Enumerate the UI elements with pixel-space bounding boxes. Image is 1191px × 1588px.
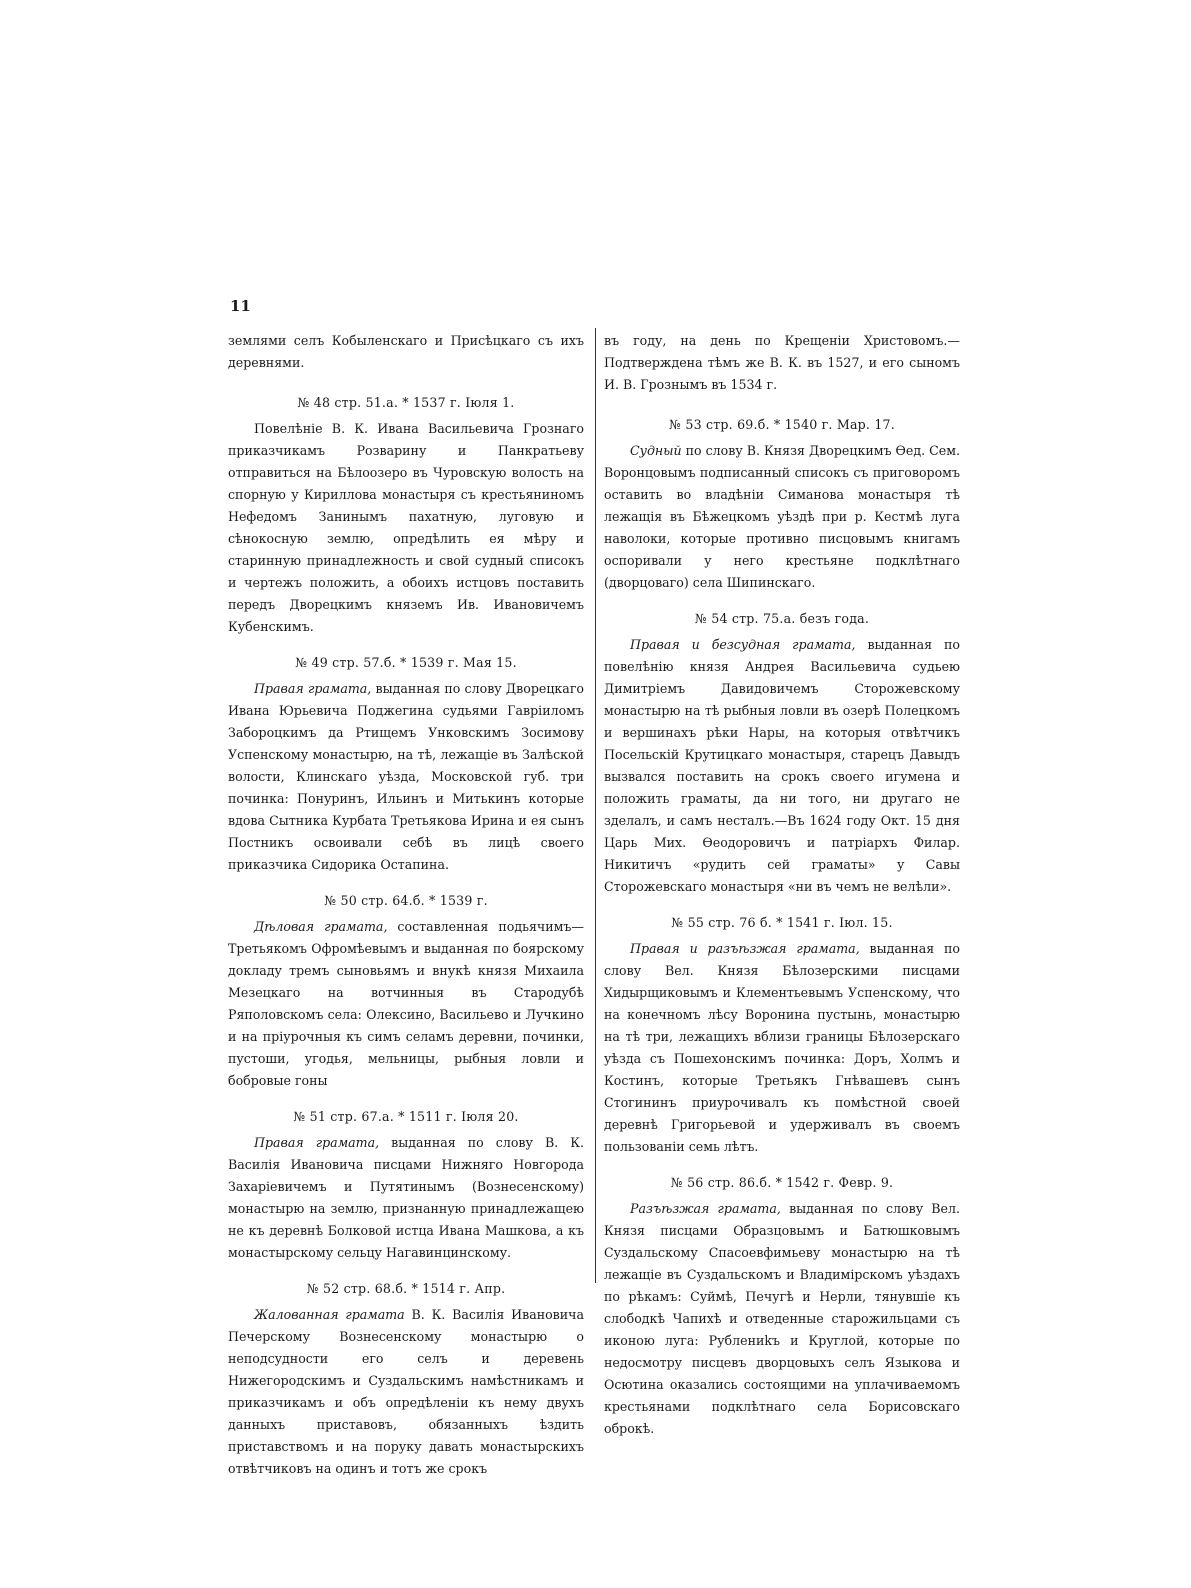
- entry-lead: Правая и разъѣзжая грамата,: [630, 941, 860, 956]
- document-entry: [604, 608, 960, 898]
- entry-text: выданная по слову Вел. Князя Бѣлозерскими писцами Хидырщиковымъ и Клементьевымъ Успенскому, что на конечномъ лѣсу Воронина пустынь, монастырю на тѣ три, лежащихъ вблизи границы Бѣлозерскаго уѣзда съ Пошехонскимъ починка: Доръ, Холмъ и Костинъ, которые Третьякъ Гнѣвашевъ сынъ Стогининъ приурочивалъ къ помѣстной своей деревнѣ Григорьевой и удерживалъ въ своемъ пользованіи семь лѣтъ.: [604, 941, 960, 1154]
- document-entry: [228, 1106, 584, 1264]
- document-entry: [604, 1172, 960, 1440]
- entry-header: № 50 стр. 64.б. * 1539 г.: [324, 893, 488, 908]
- continuation-text: землями селъ Кобыленскаго и Присѣцкаго съ ихъ деревнями.: [228, 333, 584, 370]
- left-column: [228, 330, 584, 1494]
- entry-header: № 52 стр. 68.б. * 1514 г. Апр.: [306, 1281, 506, 1296]
- entry-body: [228, 1132, 584, 1264]
- entry-body: [228, 1304, 584, 1480]
- entry-header: № 49 стр. 57.б. * 1539 г. Мая 15.: [295, 655, 517, 670]
- column-divider: [595, 328, 596, 1283]
- continuation-text: въ году, на день по Крещеніи Христовомъ.—Подтверждена тѣмъ же В. К. въ 1527, и его сыномъ И. В. Грознымъ въ 1534 г.: [604, 333, 960, 392]
- document-entry: [604, 912, 960, 1158]
- entry-lead: Дѣловая грамата,: [254, 919, 388, 934]
- entry-lead: Правая и безсудная грамата,: [630, 637, 856, 652]
- entry-body: [228, 418, 584, 638]
- entry-text: Повелѣніе В. К. Ивана Васильевича Грознаго приказчикамъ Розварину и Панкратьеву отправиться на Бѣлоозеро въ Чуровскую волость на спорную у Кириллова монастыря съ крестьяниномъ Нефедомъ Занинымъ пахатную, луговую и сѣнокосную землю, опредѣлить ея мѣру и старинную принадлежность и свой судный списокъ и чертежъ положить, а обоихъ истцовъ поставить передъ Дворецкимъ княземъ Ив. Ивановичемъ Кубенскимъ.: [228, 421, 584, 634]
- entry-text: выданная по слову В. К. Василія Ивановича писцами Нижняго Новгорода Захаріевичемъ и Путятинымъ (Вознесенскому) монастырю на землю, признанную принадлежащею не къ деревнѣ Болковой истца Ивана Машкова, а къ монастырскому сельцу Нагавинцинскому.: [228, 1135, 584, 1260]
- entry-body: [228, 678, 584, 876]
- entry-lead: Правая грамата,: [254, 1135, 380, 1150]
- entry-text: выданная по слову Вел. Князя писцами Образцовымъ и Батюшковымъ Суздальскому Спасоевфимьеву монастырю на тѣ лежащіе въ Суздальскомъ и Владимірскомъ уѣздахъ по рѣкамъ: Суймѣ, Печугѣ и Нерли, тянувшіе къ слободкѣ Чапихѣ и отведенные старожильцами съ иконою луга: Рублениkъ и Круглой, которые по недосмотру писцевъ дворцовыхъ селъ Языкова и Осютина оказались состоящими на уплачиваемомъ крестьянами подклѣтнаго села Борисовскаго оброкѣ.: [604, 1201, 961, 1436]
- entry-lead: Разъѣзжая грамата,: [630, 1201, 781, 1216]
- document-entry: [228, 652, 584, 876]
- page-number: 11: [230, 297, 251, 315]
- document-entry: [228, 890, 584, 1092]
- entry-body: [604, 440, 960, 594]
- entry-header: № 48 стр. 51.а. * 1537 г. Іюля 1.: [297, 395, 515, 410]
- entry-text: В. К. Василія Ивановича Печерскому Вознесенскому монастырю о неподсудности его селъ и деревень Нижегородскимъ и Суздальскимъ намѣстникамъ и приказчикамъ и объ опредѣленіи къ нему двухъ данныхъ приставовъ, обязанныхъ ѣздить приставствомъ и на поруку давать монастырскихъ отвѣтчиковъ на одинъ и тотъ же срокъ: [228, 1307, 584, 1476]
- entry-header: № 54 стр. 75.а. безъ года.: [694, 611, 870, 626]
- entry-header: № 51 стр. 67.а. * 1511 г. Іюля 20.: [293, 1109, 519, 1124]
- right-column: [604, 330, 960, 1454]
- entry-lead: Судный: [630, 443, 682, 458]
- entry-body: [604, 1198, 960, 1440]
- entry-lead: Жалованная грамата: [254, 1307, 405, 1322]
- entry-body: [228, 916, 584, 1092]
- entry-text: выданная по слову Дворецкаго Ивана Юрьевича Поджегина судьями Гавріиломъ Забороцкимъ да Ртищемъ Унковскимъ Зосимову Успенскому монастырю, на тѣ, лежащіе въ Залѣской волости, Клинскаго уѣзда, Московской губ. три починка: Понуринъ, Ильинъ и Митькинъ которые вдова Сытника Курбата Третьякова Ирина и ея сынъ Постникъ освоивали себѣ въ лицѣ своего приказчика Сидорика Остапина.: [228, 681, 584, 872]
- document-entry: [228, 392, 584, 638]
- entry-lead: Правая грамата,: [254, 681, 372, 696]
- entry-text: составленная подьячимъ— Третьякомъ Офромѣевымъ и выданная по боярскому докладу тремъ сыновьямъ и внукѣ князя Михаила Мезецкаго на вотчинныя въ Стародубѣ Ряполовскомъ села: Олексино, Васильево и Лучкино и на пріурочныя къ симъ селамъ деревни, починки, пустоши, угодья, мельницы, рыбныя ловли и бобровые гоны: [228, 919, 585, 1088]
- entry-header: № 53 стр. 69.б. * 1540 г. Мар. 17.: [669, 417, 895, 432]
- entry-text: по слову В. Князя Дворецкимъ Ѳед. Сем. Воронцовымъ подписанный списокъ съ приговоромъ оставить во владѣніи Симанова монастыря тѣ лежащія въ Бѣжецкомъ уѣздѣ при р. Кестмѣ луга наволоки, которые противно писцовымъ книгамъ оспоривали у него крестьяне подклѣтнаго (дворцоваго) села Шипинскаго.: [604, 443, 960, 590]
- entry-body: [604, 938, 960, 1158]
- entry-header: № 56 стр. 86.б. * 1542 г. Февр. 9.: [670, 1175, 894, 1190]
- entry-body: [604, 634, 960, 898]
- document-entry: [228, 1278, 584, 1480]
- entry-header: № 55 стр. 76 б. * 1541 г. Іюл. 15.: [671, 915, 893, 930]
- document-entry: [604, 414, 960, 594]
- entry-text: выданная по повелѣнію князя Андрея Васильевича судьею Димитріемъ Давидовичемъ Сторожевскому монастырю на тѣ рыбныя ловли въ озерѣ Полецкомъ и вершинахъ рѣки Нары, на которыя отвѣтчикъ Посельскій Крутицкаго монастыря, старецъ Давыдъ вызвался поставить на срокъ своего игумена и положить граматы, да ни того, ни другаго не зделалъ, и самъ несталъ.—Въ 1624 году Окт. 15 дня Царь Мих. Ѳеодоровичъ и патріархъ Филар. Никитичъ «рудить сей граматы» у Савы Сторожевскаго монастыря «ни въ чемъ не велѣли».: [604, 637, 960, 894]
